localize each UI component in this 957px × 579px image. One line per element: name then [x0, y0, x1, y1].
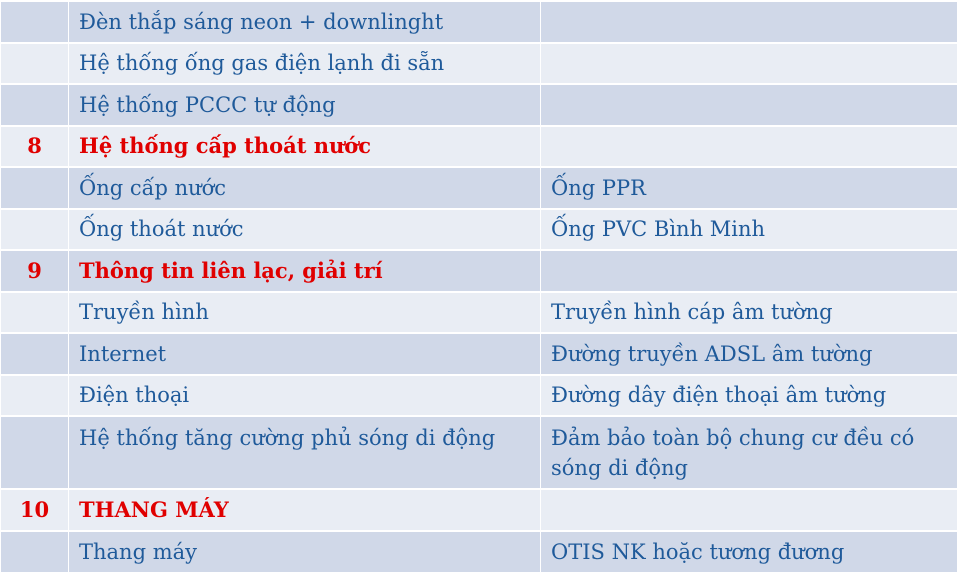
- item-spec: [541, 84, 957, 126]
- section-number: 9: [1, 250, 69, 292]
- row-number: [1, 375, 69, 417]
- section-title: Thông tin liên lạc, giải trí: [69, 250, 541, 292]
- item-spec: Truyền hình cáp âm tường: [541, 292, 957, 334]
- section-header-row: [1, 126, 957, 168]
- item-spec: [541, 126, 957, 168]
- row-number: [1, 209, 69, 251]
- item-name: Truyền hình: [69, 292, 541, 334]
- item-name: Đèn thắp sáng neon + downlinght: [69, 1, 541, 43]
- item-spec: Đường truyền ADSL âm tường: [541, 333, 957, 375]
- table-row: [1, 375, 957, 417]
- item-spec: Ống PVC Bình Minh: [541, 209, 957, 251]
- item-spec: [541, 489, 957, 531]
- row-number: [1, 1, 69, 43]
- item-name: Ống cấp nước: [69, 167, 541, 209]
- item-spec: Đảm bảo toàn bộ chung cư đều có sóng di động: [541, 416, 957, 489]
- table-row: [1, 292, 957, 334]
- item-spec: [541, 1, 957, 43]
- row-number: [1, 416, 69, 489]
- item-spec: Ống PPR: [541, 167, 957, 209]
- table-row: [1, 43, 957, 85]
- item-spec: OTIS NK hoặc tương đương: [541, 531, 957, 573]
- item-name: Hệ thống tăng cường phủ sóng di động: [69, 416, 541, 489]
- section-title: THANG MÁY: [69, 489, 541, 531]
- section-header-row: [1, 250, 957, 292]
- item-name: Hệ thống ống gas điện lạnh đi sẵn: [69, 43, 541, 85]
- section-number: 8: [1, 126, 69, 168]
- table-row: [1, 209, 957, 251]
- item-name: Ống thoát nước: [69, 209, 541, 251]
- row-number: [1, 333, 69, 375]
- item-name: Thang máy: [69, 531, 541, 573]
- row-number: [1, 292, 69, 334]
- item-spec: Đường dây điện thoại âm tường: [541, 375, 957, 417]
- item-spec: [541, 250, 957, 292]
- table-row: [1, 531, 957, 573]
- section-header-row: [1, 489, 957, 531]
- table-row: [1, 333, 957, 375]
- section-title: Hệ thống cấp thoát nước: [69, 126, 541, 168]
- item-name: Điện thoại: [69, 375, 541, 417]
- table-row: [1, 84, 957, 126]
- item-spec: [541, 43, 957, 85]
- item-name: Internet: [69, 333, 541, 375]
- row-number: [1, 167, 69, 209]
- table-row: [1, 167, 957, 209]
- table-row: [1, 416, 957, 489]
- table-row: [1, 1, 957, 43]
- item-name: Hệ thống PCCC tự động: [69, 84, 541, 126]
- section-number: 10: [1, 489, 69, 531]
- row-number: [1, 531, 69, 573]
- row-number: [1, 43, 69, 85]
- row-number: [1, 84, 69, 126]
